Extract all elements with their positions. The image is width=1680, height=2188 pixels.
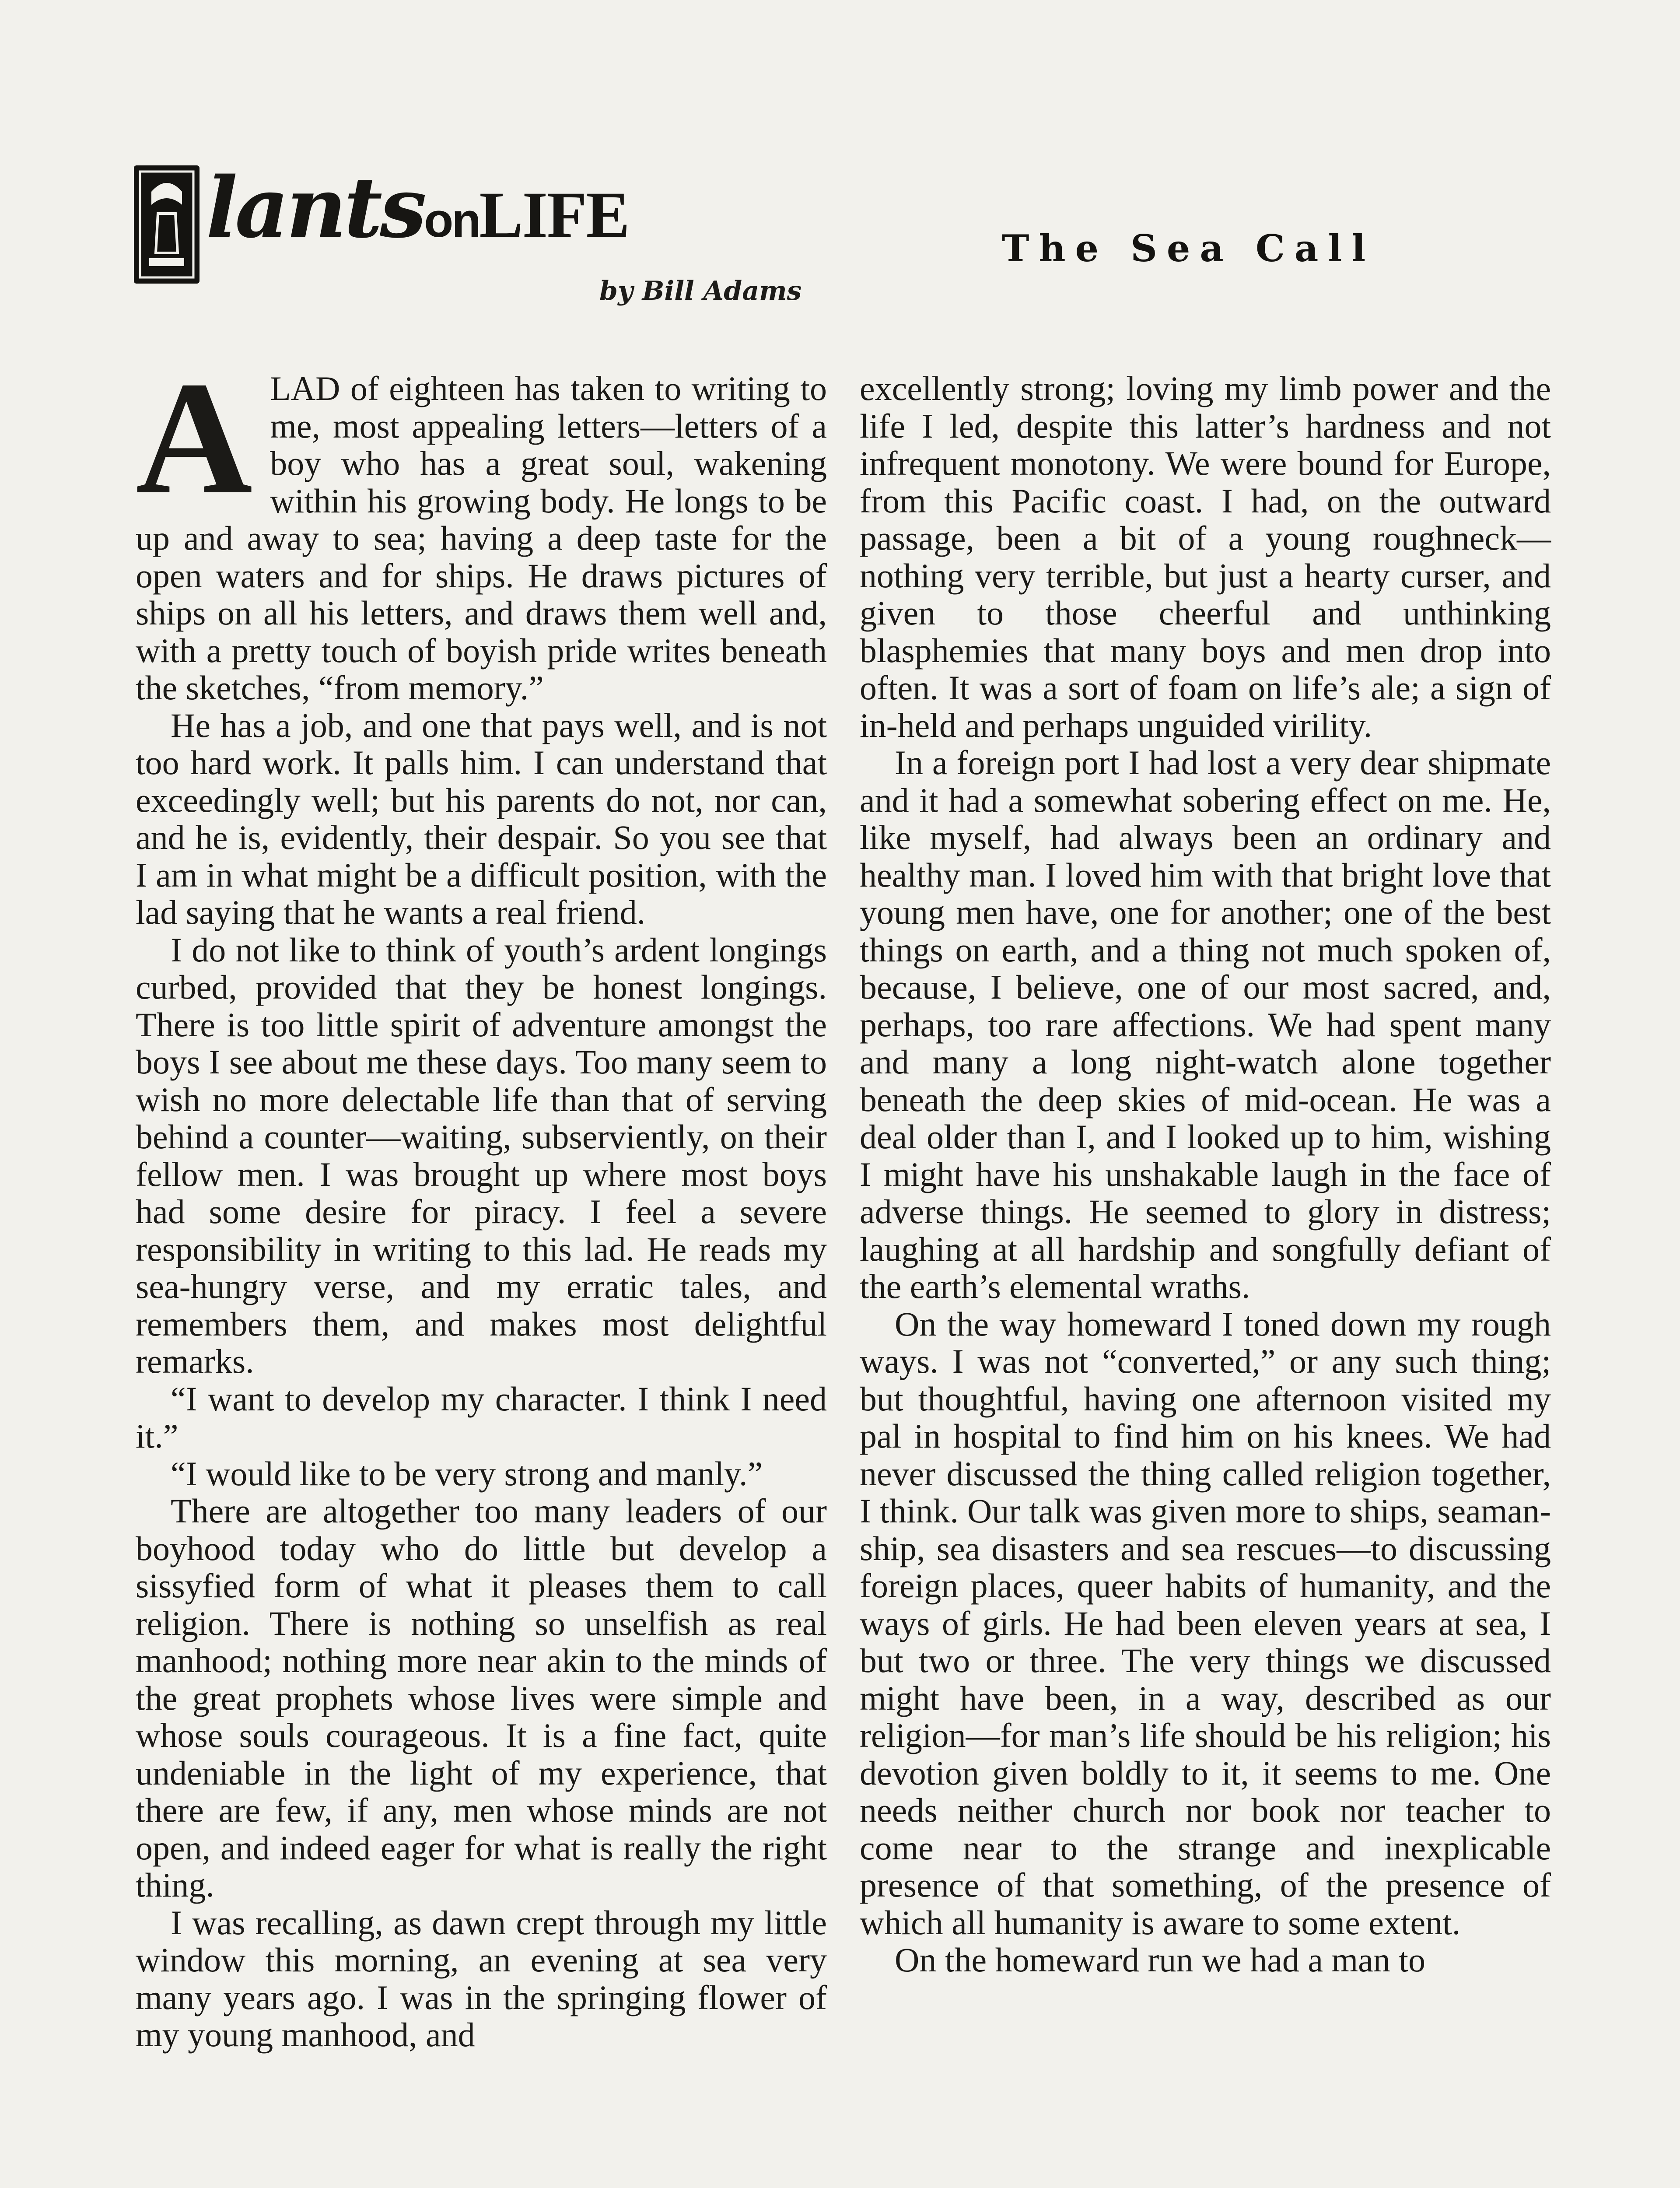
right-column [860,370,1551,1979]
ornamental-initial-s-icon [134,165,200,284]
paragraph: excellently strong; loving my limb power and the life I led, despite this latter’s hardness and not infrequent monotony. We were bound for Europe, from this Pacific coast. I had, on the outward passage, been a bit of a young roughneck—nothing very terrible, but just a hearty curser, and given to those cheerful and unthinking blasphemies that many boys and men drop into often. It was a sort of foam on life’s ale; a sign of in-held and perhaps unguided virility. [860,369,1551,744]
paragraph: On the way homeward I toned down my rough ways. I was not “converted,” or any such thing; but thoughtful, having one afternoon visited my pal in hospital to find him on his knees. We had never discussed the thing called religion together, I think. Our talk was given more to ships, seamanship, sea disasters and sea rescues—to discussing foreign places, queer habits of humanity, and the ways of girls. He had been eleven years at sea, I but two or three. The very things we discussed might have been, in a way, described as our religion—for man’s life should be his religion; his devotion given boldly to it, it seems to me. One needs neither church nor book nor teacher to come near to the strange and inexplicable presence of that something, of the presence of which all humanity is aware to some extent. [860,1304,1551,1942]
paragraph: He has a job, and one that pays well, and is not too hard work. It palls him. I can understand that exceedingly well; but his parents do not, nor can, and he is, evidently, their despair. So you see that I am in what might be a difficult position, with the lad saying that he wants a real friend. [136,706,827,931]
paragraph: On the homeward run we had a man to [895,1941,1425,1979]
paragraph: I was recalling, as dawn crept through my little window this morning, an evening at sea very many years ago. I was in the springing flower of my young manhood, and [136,1903,827,2054]
masthead [130,159,834,294]
drop-cap: A [136,348,253,528]
paragraph: “I would like to be very strong and manly.” [171,1454,763,1493]
byline: by Bill Adams [599,276,802,306]
masthead-title: lantsonLIFE [206,159,629,256]
paragraph: In a foreign port I had lost a very dear shipmate and it had a somewhat sobering effect on me. He, like myself, had always been an ordinary and healthy man. I loved him with that bright love that young men have, one for another; one of the best things on earth, and a thing not much spoken of, because, I believe, one of our most sacred, and, perhaps, too rare affections. We had spent many and many a long night-watch alone together beneath the deep skies of mid-ocean. He was a deal older than I, and I looked up to him, wishing I might have his unshakable laugh in the face of adverse things. He seemed to glory in distress; laughing at all hardship and songfully defiant of the earth’s elemental wraths. [860,743,1551,1305]
paragraph: I do not like to think of youth’s ardent longings curbed, provided that they be honest longings. There is too little spirit of adventure amongst the boys I see about me these days. Too many seem to wish no more delectable life than that of serving behind a counter—waiting, subserviently, on their fellow men. I was brought up where most boys had some desire for piracy. I feel a severe responsibility in writing to this lad. He reads my sea-hungry verse, and my erratic tales, and remembers them, and makes most delightful remarks. [136,930,827,1380]
paragraph: ALAD of eighteen has taken to writing to me, most appealing letters—letters of a boy who has a great soul, wakening within his growing body. He longs to be up and away to sea; having a deep taste for the open waters and for ships. He draws pictures of ships on all his letters, and draws them well and, with a pretty touch of boyish pride writes beneath the sketches, “from memory.” [136,348,827,707]
story-title: The Sea Call [1002,227,1376,270]
left-column [136,348,827,2054]
paragraph: There are altogether too many leaders of our boyhood today who do little but develop a sissyfied form of what it pleases them to call religion. There is nothing so unselfish as real manhood; nothing more near akin to the minds of the great prophets whose lives were simple and whose souls courageous. It is a fine fact, quite undeniable in the light of my experience, that there are few, if any, men whose minds are not open, and indeed eager for what is really the right thing. [136,1492,827,1904]
paragraph: “I want to develop my character. I think I need it.” [136,1379,827,1455]
